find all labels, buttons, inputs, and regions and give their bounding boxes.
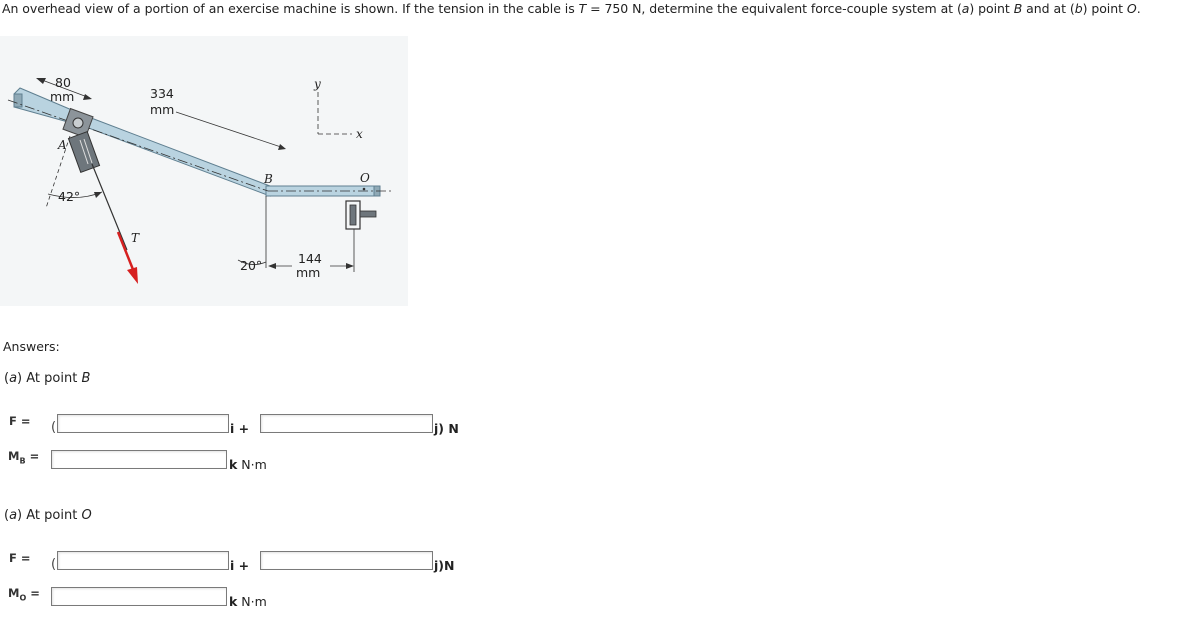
j-close-unit-o: j)N bbox=[434, 558, 455, 573]
dim-80-value: 80 bbox=[55, 75, 71, 90]
angle-42-label: 42° bbox=[58, 189, 81, 204]
j-close-unit: j) N bbox=[434, 421, 459, 436]
moment-b-k-input[interactable] bbox=[51, 450, 227, 469]
moment-o-unit: k N·m bbox=[229, 594, 267, 609]
axis-y-label: y bbox=[314, 77, 321, 91]
part-b-heading: (a) At point O bbox=[4, 508, 92, 523]
exercise-machine-figure bbox=[0, 36, 408, 306]
moment-b-unit: k N·m bbox=[229, 457, 267, 472]
i-plus-unit: i + bbox=[230, 421, 250, 436]
angle-20-label: 20° bbox=[240, 258, 263, 273]
dim-334-value: 334 bbox=[150, 86, 174, 101]
tension-label: T bbox=[131, 231, 140, 245]
part-a-heading: (a) At point B bbox=[4, 371, 91, 386]
dim-334-unit: mm bbox=[150, 102, 175, 117]
problem-statement: An overhead view of a portion of an exercise machine is shown. If the tension in the cable is T = 750 N, determine the equivalent force-couple system at (a) point B and at (b) point O. bbox=[2, 1, 1141, 16]
axis-x-label: x bbox=[356, 127, 363, 141]
dim-144-value: 144 bbox=[298, 251, 322, 266]
open-paren: ( bbox=[51, 420, 57, 435]
force-o-j-input[interactable] bbox=[260, 551, 433, 570]
moment-b-label: $M_B$ = bbox=[8, 449, 40, 466]
force-o-label: F = bbox=[9, 551, 31, 565]
dim-144-unit: mm bbox=[296, 265, 321, 280]
open-paren-o: ( bbox=[51, 557, 57, 572]
point-b-label: B bbox=[264, 172, 273, 186]
answers-heading: Answers: bbox=[3, 339, 60, 354]
force-b-j-input[interactable] bbox=[260, 414, 433, 433]
force-b-label: F = bbox=[9, 414, 31, 428]
point-o-label: O bbox=[360, 171, 370, 185]
force-o-i-input[interactable] bbox=[57, 551, 229, 570]
i-plus-unit-o: i + bbox=[230, 558, 250, 573]
moment-o-label: $M_O$ = bbox=[8, 586, 40, 603]
force-b-i-input[interactable] bbox=[57, 414, 229, 433]
point-a-label: A bbox=[58, 138, 67, 152]
dim-80-unit: mm bbox=[50, 89, 75, 104]
moment-o-k-input[interactable] bbox=[51, 587, 227, 606]
